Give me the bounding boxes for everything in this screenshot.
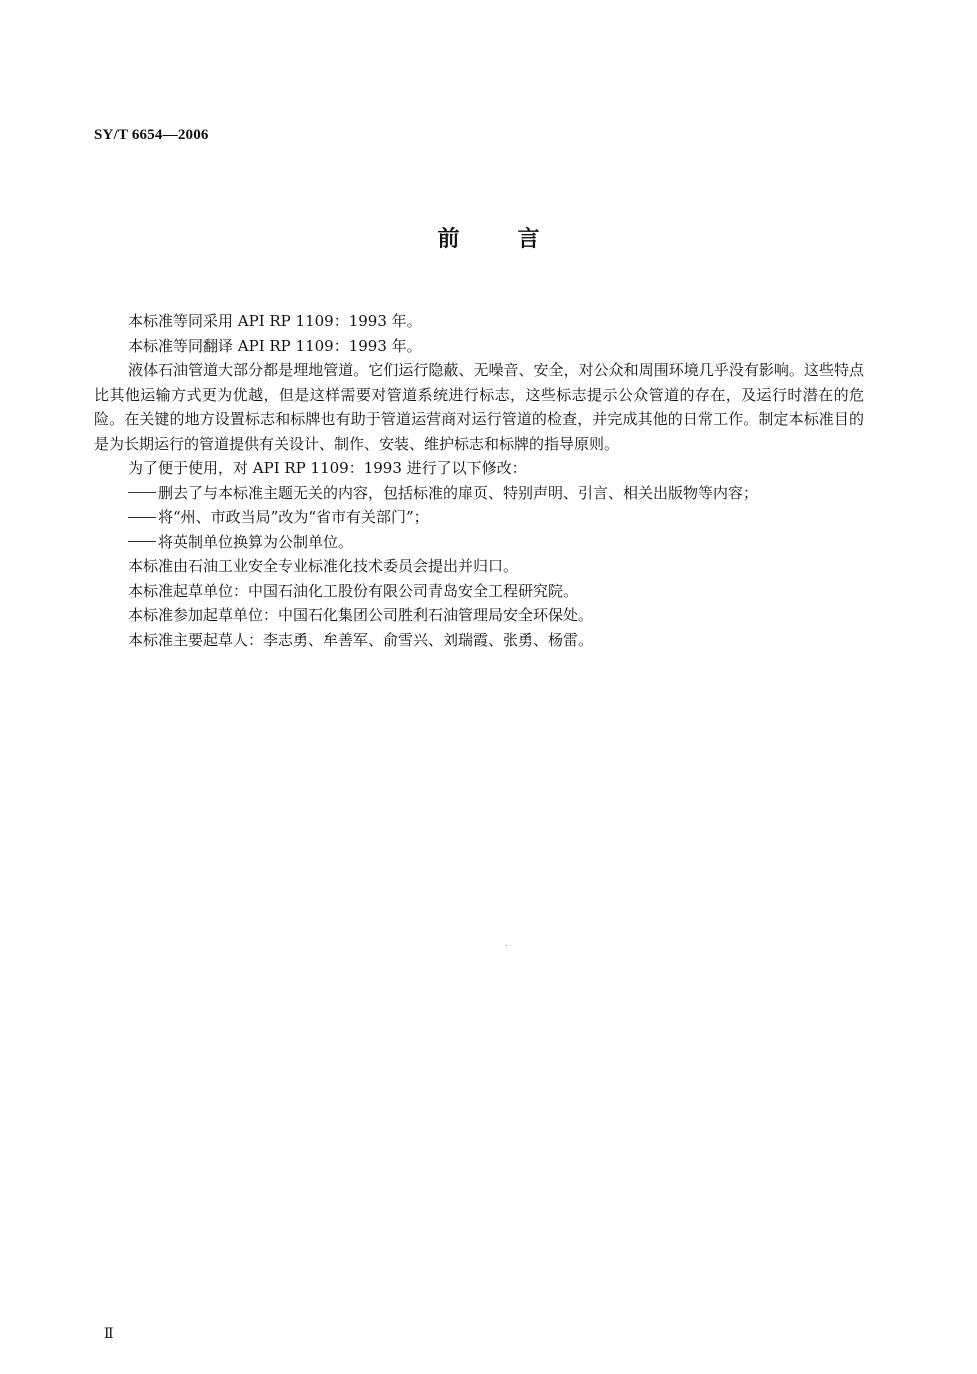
dash-icon bbox=[128, 541, 156, 542]
modification-item bbox=[94, 505, 864, 530]
paragraph: 本标准参加起草单位：中国石化集团公司胜利石油管理局安全环保处。 bbox=[128, 606, 594, 624]
preface-body bbox=[94, 309, 864, 652]
paragraph: 本标准等同采用 API RP 1109：1993 年。 bbox=[128, 312, 422, 330]
standard-code: SY/T 6654—2006 bbox=[94, 127, 209, 143]
scan-speck bbox=[506, 945, 507, 946]
paragraph: 本标准由石油工业安全专业标准化技术委员会提出并归口。 bbox=[128, 557, 519, 575]
modification-text: 删去了与本标准主题无关的内容，包括标准的扉页、特别声明、引言、相关出版物等内容； bbox=[158, 483, 759, 502]
paragraph: 液体石油管道大部分都是埋地管道。它们运行隐蔽、无噪音、安全，对公众和周围环境几乎没有影响。这些特点比其他运输方式更为优越，但是这样需要对管道系统进行标志，这些标志提示公众管道的存在，及运行时潜在的危险。在关键的地方设置标志和标牌也有助于管道运营商对运行管道的检查，并完成其他的日常工作。制定本标准目的是为长期运行的管道提供有关设计、制作、安装、维护标志和标牌的指导原则。 bbox=[94, 361, 864, 453]
modification-item bbox=[94, 530, 864, 555]
dash-icon bbox=[128, 492, 156, 493]
modification-item bbox=[94, 481, 864, 506]
modification-text: 将英制单位换算为公制单位。 bbox=[158, 532, 354, 551]
paragraph: 为了便于使用，对 API RP 1109：1993 进行了以下修改： bbox=[128, 459, 527, 477]
dash-icon bbox=[128, 517, 156, 518]
paragraph: 本标准等同翻译 API RP 1109：1993 年。 bbox=[128, 336, 422, 355]
paragraph: 本标准起草单位：中国石油化工股份有限公司青岛安全工程研究院。 bbox=[128, 581, 579, 600]
page-number: Ⅱ bbox=[104, 1327, 114, 1342]
paragraph: 本标准主要起草人：李志勇、牟善军、俞雪兴、刘瑞霞、张勇、杨雷。 bbox=[128, 630, 594, 649]
modification-text: 将“州、市政当局”改为“省市有关部门”； bbox=[158, 508, 429, 526]
page-title: 前言 bbox=[437, 227, 598, 252]
